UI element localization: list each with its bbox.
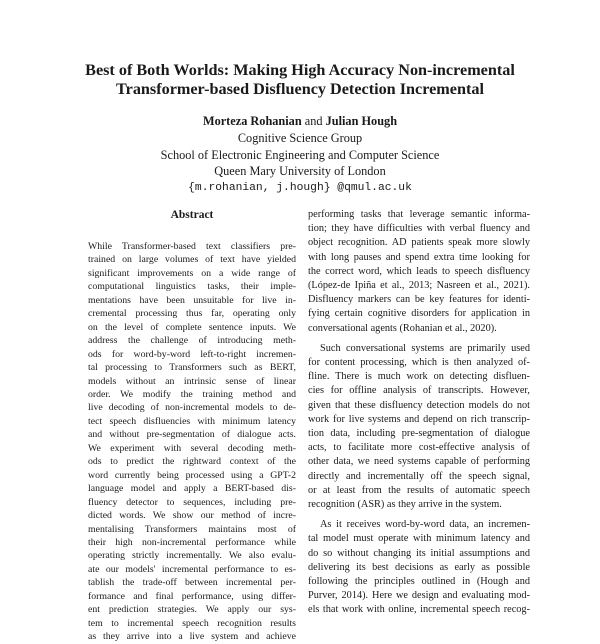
body-line: or at least from the results of automatic speech <box>308 484 530 496</box>
abstract-line: as they arrive into a live system and achieve <box>88 631 296 643</box>
abstract-line: and without pre-segmentation of dialogue acts. <box>88 429 296 441</box>
body-paragraph <box>308 518 530 617</box>
body-line: for content processing, which is then analyzed of- <box>308 357 530 369</box>
abstract-line: on the level of complete sentence inputs. We <box>88 321 296 333</box>
body-line: tion; they have difficulties with verbal fluency and <box>308 223 530 235</box>
abstract-heading: Abstract <box>170 209 214 221</box>
body-text-column <box>308 208 530 618</box>
body-line: tion data, including pre-segmentation of dialogue <box>308 428 530 440</box>
abstract-line: ent prediction strategies. We apply our sys- <box>88 604 296 616</box>
body-line: Disfluency markers can be key features for identi- <box>308 294 530 306</box>
author-emails: {m.rohanian, j.hough} @qmul.ac.uk <box>188 181 412 194</box>
abstract-line: formance and final performance, using differ- <box>88 590 296 602</box>
body-line: the correct word, which leads to speech disfluency <box>308 265 530 277</box>
abstract-line: We experiment with several decoding meth- <box>88 442 296 454</box>
body-line: recognition (ASR) as they arrive in the system. <box>308 499 502 511</box>
body-line: fline. There is much work on detecting disfluen- <box>308 371 530 383</box>
paper-title-line-1: Best of Both Worlds: Making High Accuracy Non-incremental <box>85 61 515 79</box>
body-line: cies for offline analysis of transcripts. However, <box>308 385 530 397</box>
body-paragraph <box>308 342 530 512</box>
paper-header <box>0 0 600 196</box>
abstract-line: live decoding of non-incremental models to de- <box>88 402 296 414</box>
abstract-line: tal processing to Transformers such as BERT, <box>88 362 296 374</box>
abstract-line: tablish the trade-off between incremental per- <box>88 577 296 589</box>
body-line: do so without changing its initial assumptions and <box>308 547 530 559</box>
body-line: Such conversational systems are primarily used <box>320 342 530 354</box>
body-paragraph <box>308 208 530 336</box>
abstract-line: order. We modify the training method and <box>88 388 296 400</box>
abstract-line: ods to predict the rightward context of the <box>88 456 296 468</box>
abstract-line: tect speech disfluencies with minimum latency <box>88 415 296 427</box>
abstract-line: mentations have been unsuitable for live in- <box>88 294 296 306</box>
abstract-line: cremental processing thus far, operating only <box>88 308 296 320</box>
body-line: els that work with online, incremental speech recog- <box>308 604 530 616</box>
abstract-line: computational linguistics tasks, their imple- <box>88 281 296 293</box>
body-line: directly and incrementally off the speech signal, <box>308 470 530 482</box>
abstract-line: significant improvements on a wide range of <box>88 267 296 279</box>
abstract-line: tem to incremental speech recognition results <box>88 617 296 629</box>
body-line: delivering its best decisions as early as possible <box>308 561 530 573</box>
body-line: other data, we need systems capable of performing <box>308 456 530 468</box>
abstract-line: ods for word-by-word left-to-right incremen- <box>88 348 296 360</box>
affiliation-line-3: Queen Mary University of London <box>214 164 386 178</box>
abstract-body <box>88 240 296 644</box>
body-line: Purver, 2014). Here we design and evaluating mod- <box>308 590 530 602</box>
abstract-line: models without an intrinsic sense of linear <box>88 375 296 387</box>
abstract-line: trained on large volumes of text have yielded <box>88 254 296 266</box>
abstract-line: word currently being processed using a GPT-2 <box>88 469 296 481</box>
abstract-line: ate our models' incremental performance to es- <box>88 563 296 575</box>
abstract-line: their high non-incremental performance while <box>88 536 296 548</box>
body-line: (López-de Ipiña et al., 2013; Nasreen et al., 2021). <box>308 280 530 292</box>
abstract-line: While Transformer-based text classifiers pre- <box>88 241 296 252</box>
body-line: conversational agents (Rohanian et al., 2020). <box>308 322 497 334</box>
abstract-line: fluency detector to sequences, including pre- <box>88 496 296 508</box>
abstract-line: dicted words. We show our method of incre- <box>88 510 296 522</box>
abstract-line: operating strictly incrementally. We also evalu- <box>88 550 296 562</box>
abstract-line: address the challenge of introducing meth- <box>88 335 296 347</box>
author-name-2: Julian Hough <box>325 114 398 128</box>
abstract-line: mentalising Transformers maintains most of <box>88 523 296 535</box>
author-conjunction: and <box>304 114 323 128</box>
body-line: work for live systems and depend on rich transcrip- <box>308 413 530 425</box>
body-line: following the principles outlined in (Hough and <box>308 576 530 588</box>
abstract-line: language model and apply a BERT-based dis- <box>88 483 296 495</box>
body-line: tal model must operate with minimum latency and <box>308 533 530 545</box>
paper-title-line-2: Transformer-based Disfluency Detection Incremental <box>116 80 484 98</box>
body-line: object recognition. AD patients speak more slowly <box>308 237 530 249</box>
author-list <box>0 113 600 130</box>
body-line: acts, to facilitate more cost-effective analysis of <box>308 442 530 454</box>
body-line: fying certain cognitive disorders for application in <box>308 308 530 320</box>
author-name-1: Morteza Rohanian <box>202 114 302 128</box>
body-line: As it receives word-by-word data, an incremen- <box>320 519 530 531</box>
affiliation-line-2: School of Electronic Engineering and Computer Science <box>160 147 440 162</box>
affiliation-line-1: Cognitive Science Group <box>237 131 363 145</box>
body-line: performing tasks that leverage semantic informa- <box>308 209 530 220</box>
body-line: given that these disfluency detection models do not <box>308 399 530 411</box>
body-line: with long pauses and spend extra time looking for <box>308 251 530 263</box>
